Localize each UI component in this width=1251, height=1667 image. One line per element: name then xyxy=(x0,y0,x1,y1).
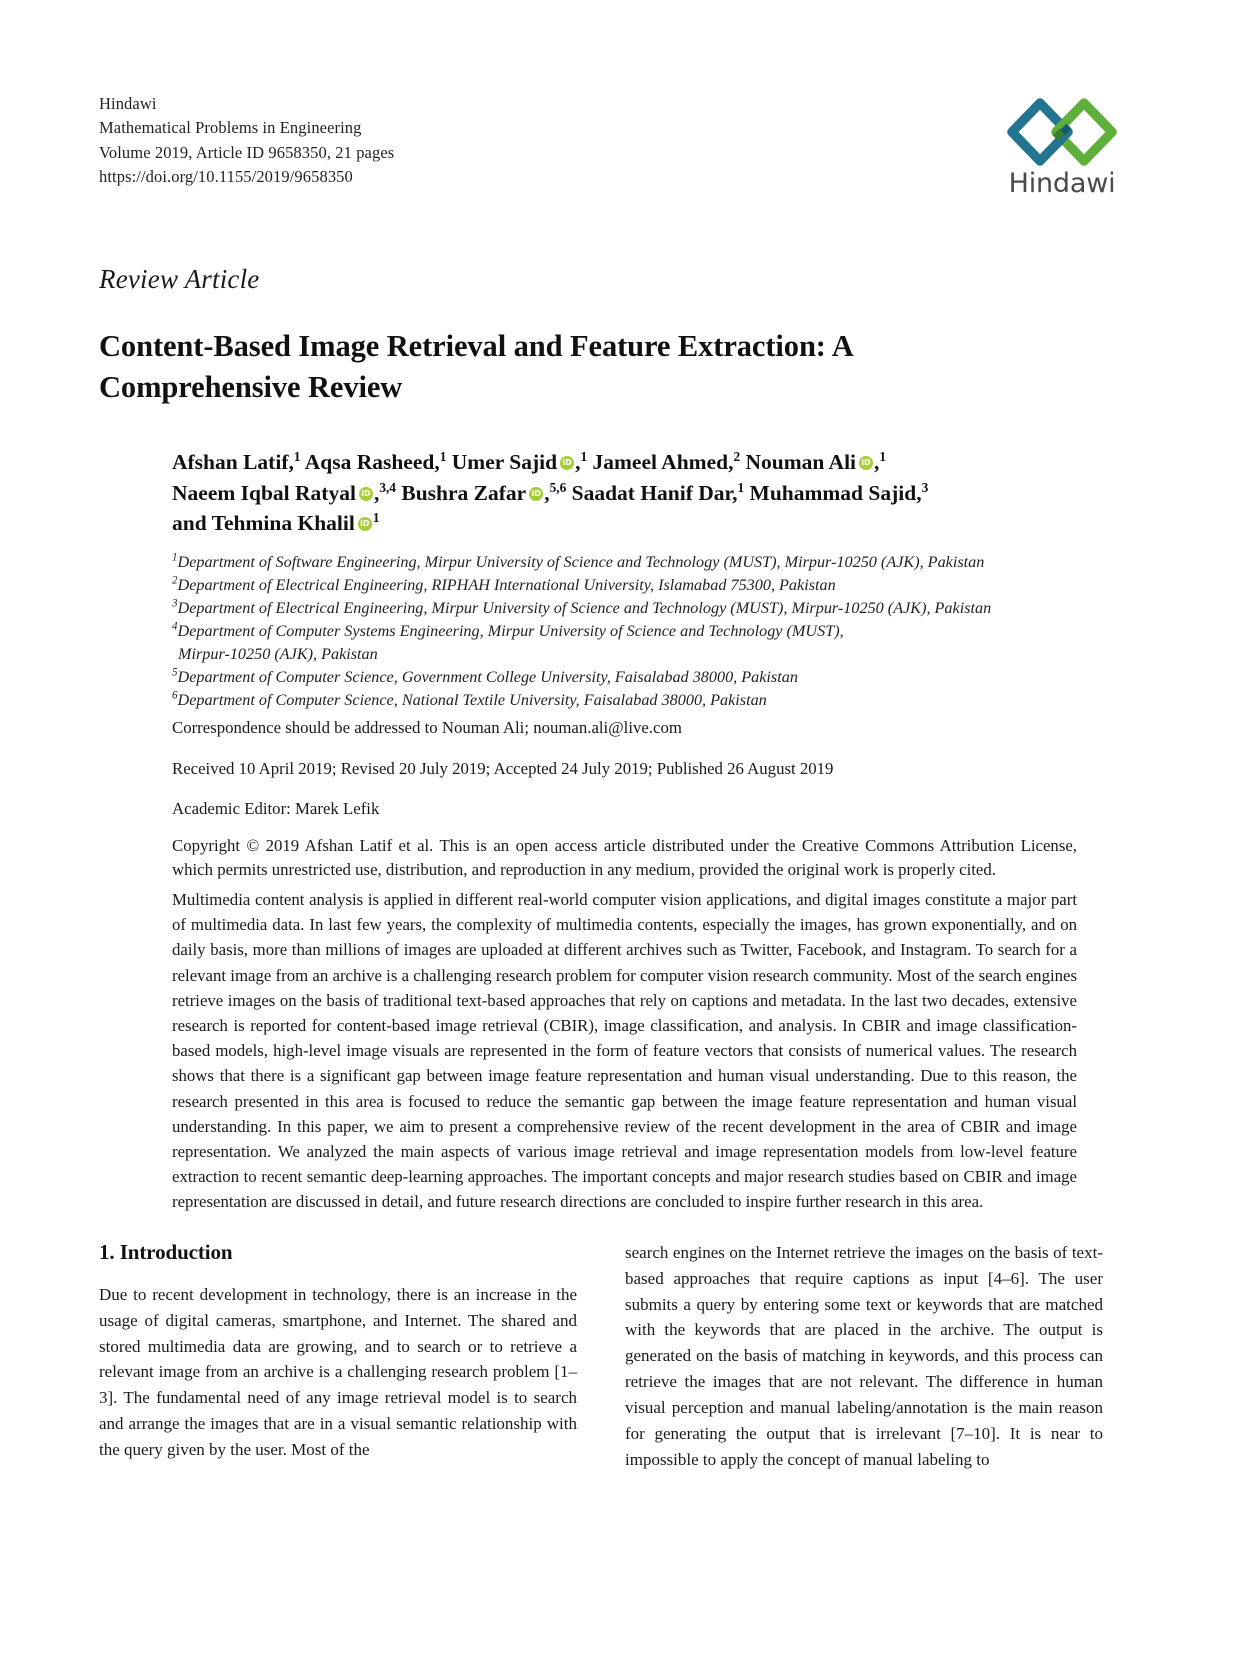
author-name: Umer Sajid xyxy=(451,450,558,474)
affiliation-number: 5 xyxy=(172,666,178,679)
journal-name: Mathematical Problems in Engineering xyxy=(99,118,362,138)
column-left xyxy=(99,1240,577,1472)
author-name: Aqsa Rasheed, xyxy=(304,450,440,474)
affiliation-marker: 1 xyxy=(439,448,447,464)
hindawi-rings-icon xyxy=(1006,94,1118,170)
orcid-icon[interactable] xyxy=(358,517,372,531)
affiliation-item xyxy=(172,597,1072,620)
affiliation-continuation: Mirpur-10250 (AJK), Pakistan xyxy=(178,645,378,663)
affiliation-marker: 3 xyxy=(921,479,929,495)
author-name: Jameel Ahmed, xyxy=(592,450,734,474)
orcid-icon[interactable] xyxy=(859,456,873,470)
author-line-2 xyxy=(172,481,928,505)
orcid-icon[interactable] xyxy=(560,456,574,470)
intro-paragraph-left: Due to recent development in technology, there is an increase in the usage of digital cameras, smartphone, and Internet. The shared and stored multimedia data are growing, and to search or to retrieve a relevant image from an archive is a challenging research problem [1–3]. The fundamental need of any image retrieval model is to search and arrange the images that are in a visual semantic relationship with the query given by the user. Most of the xyxy=(99,1285,577,1459)
author-name: and Tehmina Khalil xyxy=(172,511,355,536)
affiliation-item xyxy=(172,574,1072,597)
affiliation-text: Department of Computer Science, Government College University, Faisalabad 38000, Pakistan xyxy=(177,668,798,686)
affiliation-marker: 3,4 xyxy=(379,479,396,495)
journal-info xyxy=(99,92,394,189)
affiliation-text: Department of Computer Science, National Textile University, Faisalabad 38000, Pakistan xyxy=(177,691,767,709)
author-separator: , xyxy=(373,480,380,505)
hindawi-wordmark: Hindawi xyxy=(1008,168,1116,199)
orcid-icon[interactable] xyxy=(529,487,543,501)
author-name: Nouman Ali xyxy=(745,450,857,474)
affiliation-marker: 2 xyxy=(733,448,741,464)
affiliation-marker: 1 xyxy=(879,448,887,464)
body-columns xyxy=(99,1240,1152,1472)
affiliation-item xyxy=(172,620,1072,643)
correspondence-line: Correspondence should be addressed to Nouman Ali; nouman.ali@live.com xyxy=(172,718,682,737)
affiliation-marker: 1 xyxy=(372,509,380,525)
volume-line: Volume 2019, Article ID 9658350, 21 pages xyxy=(99,142,395,162)
hindawi-logo xyxy=(1006,94,1118,199)
affiliation-marker: 5,6 xyxy=(549,479,567,495)
affiliation-item xyxy=(172,551,1072,574)
author-name: Saadat Hanif Dar, xyxy=(571,480,738,505)
author-separator: , xyxy=(874,450,880,474)
affiliation-text: Department of Electrical Engineering, RIPHAH International University, Islamabad 75300, Pakistan xyxy=(177,576,836,594)
affiliation-text: Department of Electrical Engineering, Mirpur University of Science and Technology (MUST), Mirpur-10250 (AJK), Pakistan xyxy=(177,599,992,617)
affiliation-marker: 1 xyxy=(580,448,588,464)
author-separator: , xyxy=(575,450,581,474)
affiliation-number: 3 xyxy=(172,597,178,610)
affiliation-marker: 1 xyxy=(737,479,745,495)
publisher-name: Hindawi xyxy=(99,94,157,113)
author-line-3 xyxy=(172,511,380,535)
copyright-notice: Copyright © 2019 Afshan Latif et al. This is an open access article distributed under the Creative Commons Attribution License, which permits unrestricted use, distribution, and reproduction in any medium, provided the original work is properly cited. xyxy=(172,836,1077,880)
column-right xyxy=(625,1240,1103,1472)
author-line-1 xyxy=(172,450,886,474)
doi-link[interactable]: https://doi.org/10.1155/2019/9658350 xyxy=(99,166,353,186)
affiliation-text: Department of Software Engineering, Mirpur University of Science and Technology (MUST), Mirpur-10250 (AJK), Pakistan xyxy=(177,553,985,571)
academic-editor: Academic Editor: Marek Lefik xyxy=(172,799,380,818)
affiliation-item xyxy=(172,666,1072,689)
masthead xyxy=(99,92,1152,199)
affiliation-item xyxy=(172,689,1072,712)
intro-paragraph-right: search engines on the Internet retrieve the images on the basis of text-based approaches that require captions as input [4–6]. The user submits a query by entering some text or keywords that are matched with the keywords that are placed in the archive. The output is generated on the basis of matching in keywords, and this process can retrieve the images that are not relevant. The difference in human visual perception and manual labeling/annotation is the main reason for generating the output that is irrelevant [7–10]. It is near to impossible to apply the concept of manual labeling to xyxy=(625,1243,1103,1469)
page-title: Content-Based Image Retrieval and Feature Extraction: A Comprehensive Review xyxy=(99,329,852,404)
affiliation-number: 4 xyxy=(172,620,178,633)
publication-dates: Received 10 April 2019; Revised 20 July 2019; Accepted 24 July 2019; Published 26 August 2019 xyxy=(172,759,834,778)
author-name: Afshan Latif, xyxy=(172,450,294,474)
affiliation-number: 1 xyxy=(172,551,178,564)
affiliation-list xyxy=(172,551,1072,712)
author-separator: , xyxy=(544,480,550,505)
author-list xyxy=(172,447,1052,539)
author-name: Bushra Zafar xyxy=(401,480,527,505)
affiliation-number: 6 xyxy=(172,689,178,702)
orcid-icon[interactable] xyxy=(359,487,373,501)
author-name: Naeem Iqbal Ratyal xyxy=(172,480,356,505)
section-heading-introduction: 1. Introduction xyxy=(99,1240,233,1264)
affiliation-number: 2 xyxy=(172,574,178,587)
abstract-text: Multimedia content analysis is applied in different real-world computer vision applications, and digital images constitute a major part of multimedia data. In last few years, the complexity of multimedia contents, especially the images, has grown exponentially, and on daily basis, more than millions of images are uploaded at different archives such as Twitter, Facebook, and Instagram. To search for a relevant image from an archive is a challenging research problem for computer vision research community. Most of the search engines retrieve images on the basis of traditional text-based approaches that rely on captions and metadata. In the last two decades, extensive research is reported for content-based image retrieval (CBIR), image classification, and analysis. In CBIR and image classification-based models, high-level image visuals are represented in the form of feature vectors that consists of numerical values. The research shows that there is a significant gap between image feature representation and human visual understanding. Due to this reason, the research presented in this area is focused to reduce the semantic gap between the image feature representation and human visual understanding. In this paper, we aim to present a comprehensive review of the recent development in the area of CBIR and image representation. We analyzed the main aspects of various image retrieval and image representation models from low-level feature extraction to recent semantic deep-learning approaches. The important concepts and major research studies based on CBIR and image representation are discussed in detail, and future research directions are concluded to inspire further research in this area. xyxy=(172,890,1077,1212)
affiliation-marker: 1 xyxy=(293,448,301,464)
article-type: Review Article xyxy=(99,264,260,294)
author-name: Muhammad Sajid, xyxy=(749,480,922,505)
affiliation-text: Department of Computer Systems Engineering, Mirpur University of Science and Technology (MUST), xyxy=(177,622,844,640)
